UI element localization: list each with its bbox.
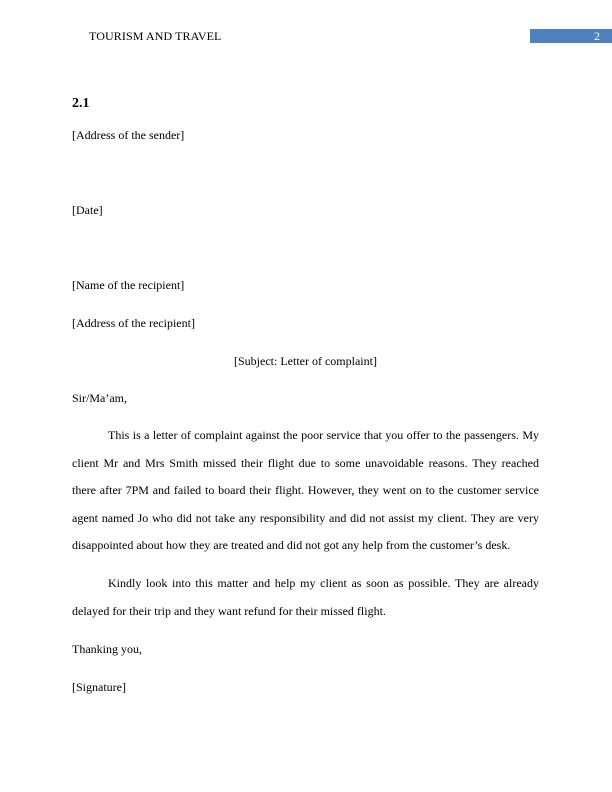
page-number-bar (530, 29, 612, 43)
body-paragraph-2: Kindly look into this matter and help my client as soon as possible. They are already delayed for their trip and they want refund for their missed flight. (72, 576, 539, 618)
sender-address: [Address of the sender] (72, 128, 185, 142)
running-header-title: TOURISM AND TRAVEL (89, 29, 222, 43)
letter-date: [Date] (72, 203, 103, 217)
section-heading: 2.1 (72, 96, 90, 111)
recipient-name: [Name of the recipient] (72, 278, 185, 292)
letter-subject: [Subject: Letter of complaint] (234, 354, 377, 368)
salutation: Sir/Ma’am, (72, 391, 127, 405)
closing: Thanking you, (72, 642, 142, 656)
signature: [Signature] (72, 680, 126, 694)
recipient-address: [Address of the recipient] (72, 316, 195, 330)
body-paragraph-1: This is a letter of complaint against the poor service that you offer to the passengers. My client Mr and Mrs Smith missed their flight due to some unavoidable reasons. They reached there after 7PM and failed to board their flight. However, they went on to the customer service agent named Jo who did not take any responsibility and did not assist my client. They are very disappointed about how they are treated and did not got any help from the customer’s desk. (72, 428, 539, 553)
page-number: 2 (594, 29, 600, 43)
